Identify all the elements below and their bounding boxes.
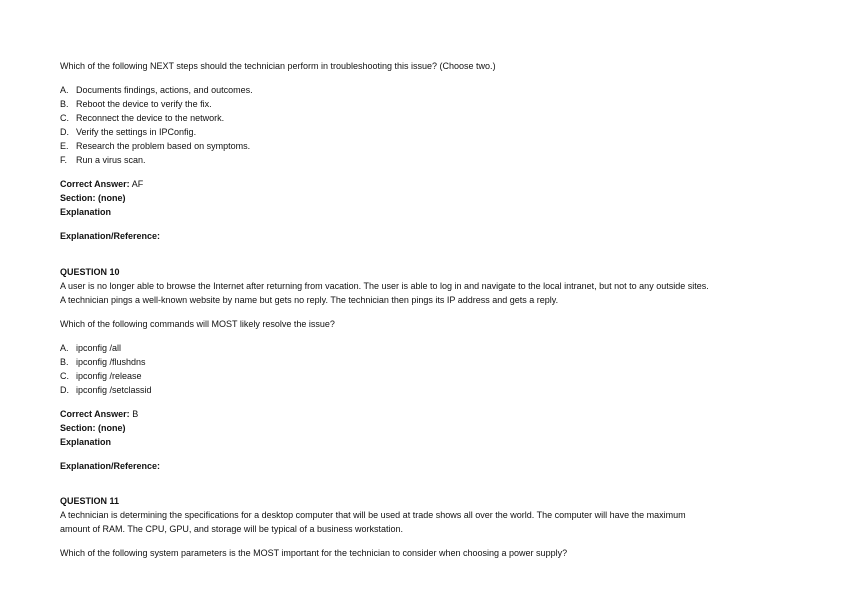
- q10-options: [60, 341, 790, 397]
- q10-section: Section: (none): [60, 423, 126, 433]
- option-text: ipconfig /release: [76, 371, 142, 381]
- q9-option-b: [60, 97, 790, 111]
- correct-answer-label: Correct Answer:: [60, 179, 130, 189]
- q10-body-line-2: A technician pings a well-known website by name but gets no reply. The technician then pings its IP address and gets a reply.: [60, 295, 559, 305]
- option-letter: E.: [60, 141, 69, 151]
- option-letter: A.: [60, 343, 69, 353]
- option-text: Reboot the device to verify the fix.: [76, 99, 212, 109]
- correct-answer-label: Correct Answer:: [60, 409, 130, 419]
- q10-correct-answer: [60, 407, 790, 421]
- document-page: [60, 59, 790, 560]
- option-letter: C.: [60, 113, 69, 123]
- option-letter: D.: [60, 127, 69, 137]
- option-letter: C.: [60, 371, 69, 381]
- q10-explanation-reference: Explanation/Reference:: [60, 461, 161, 471]
- q10-explanation: Explanation: [60, 437, 112, 447]
- q9-correct-answer: [60, 177, 790, 191]
- q10-heading: QUESTION 10: [60, 267, 120, 277]
- option-letter: F.: [60, 155, 68, 165]
- q9-option-e: [60, 139, 790, 153]
- q10-option-a: [60, 341, 790, 355]
- q10-option-c: [60, 369, 790, 383]
- q10-body-line-1: A user is no longer able to browse the Internet after returning from vacation. The user is able to log in and navigate to the local intranet, but not to any outside sites.: [60, 281, 709, 291]
- option-text: Documents findings, actions, and outcomes.: [76, 85, 253, 95]
- option-text: ipconfig /flushdns: [76, 357, 146, 367]
- q9-explanation-reference: Explanation/Reference:: [60, 231, 161, 241]
- q10-option-b: [60, 355, 790, 369]
- option-text: Research the problem based on symptoms.: [76, 141, 251, 151]
- option-text: ipconfig /setclassid: [76, 385, 152, 395]
- option-text: Verify the settings in IPConfig.: [76, 127, 197, 137]
- q11-prompt: Which of the following system parameters is the MOST important for the technician to consider when choosing a power supply?: [60, 548, 568, 558]
- option-letter: D.: [60, 385, 69, 395]
- option-text: Run a virus scan.: [76, 155, 146, 165]
- option-letter: A.: [60, 85, 69, 95]
- q10-prompt: Which of the following commands will MOST likely resolve the issue?: [60, 319, 335, 329]
- q9-option-d: [60, 125, 790, 139]
- q9-option-a: [60, 83, 790, 97]
- q10-option-d: [60, 383, 790, 397]
- q11-body-line-1: A technician is determining the specifications for a desktop computer that will be used at trade shows all over the world. The computer will have the maximum: [60, 510, 686, 520]
- q9-explanation: Explanation: [60, 207, 112, 217]
- q9-option-c: [60, 111, 790, 125]
- correct-answer-value: AF: [129, 179, 144, 189]
- option-text: ipconfig /all: [76, 343, 122, 353]
- q9-prompt: Which of the following NEXT steps should the technician perform in troubleshooting this issue? (Choose two.): [60, 61, 496, 71]
- option-letter: B.: [60, 357, 69, 367]
- option-letter: B.: [60, 99, 69, 109]
- q9-option-f: [60, 153, 790, 167]
- q9-options: [60, 83, 790, 167]
- q9-section: Section: (none): [60, 193, 126, 203]
- q11-heading: QUESTION 11: [60, 496, 120, 506]
- correct-answer-value: B: [129, 409, 139, 419]
- option-text: Reconnect the device to the network.: [76, 113, 225, 123]
- q11-body-line-2: amount of RAM. The CPU, GPU, and storage will be typical of a business workstation.: [60, 524, 403, 534]
